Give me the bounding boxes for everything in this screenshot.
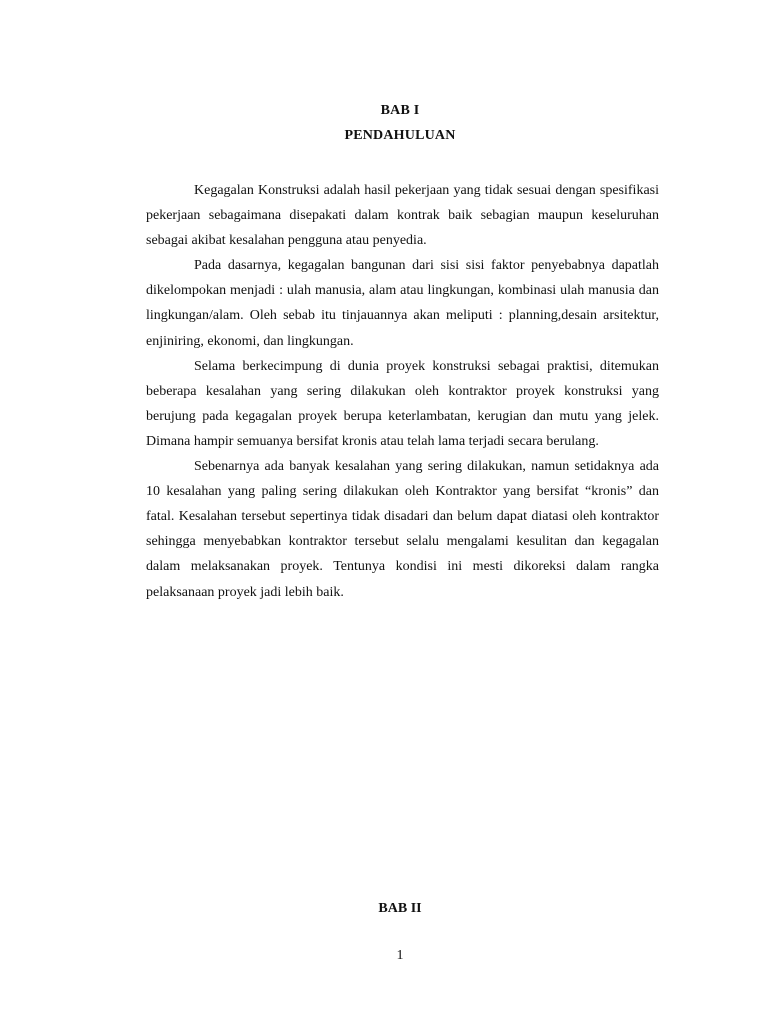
paragraph-4: Sebenarnya ada banyak kesalahan yang sering dilakukan, namun setidaknya ada 10 kesalahan yang paling sering dilakukan oleh Kontraktor yang bersifat “kronis” dan fatal. Kesalahan tersebut sepertinya tidak disadari dan belum dapat diatasi oleh kontraktor sehingga menyebabkan kontraktor tersebut selalu mengalami kesulitan dan kegagalan dalam melaksanakan proyek. Tentunya kondisi ini mesti dikoreksi dalam rangka pelaksanaan proyek jadi lebih baik. — [146, 459, 659, 600]
chapter-label: BAB I — [380, 103, 420, 118]
next-chapter-label: BAB II — [378, 901, 422, 916]
paragraph-1: Kegagalan Konstruksi adalah hasil pekerjaan yang tidak sesuai dengan spesifikasi pekerjaan sebagaimana disepakati dalam kontrak baik sebagian maupun keseluruhan sebagai akibat kesalahan pengguna atau penyedia. — [146, 183, 659, 249]
chapter-title: PENDAHULUAN — [344, 128, 456, 143]
paragraph-2: Pada dasarnya, kegagalan bangunan dari sisi sisi faktor penyebabnya dapatlah dikelompokan menjadi : ulah manusia, alam atau lingkungan, kombinasi ulah manusia dan lingkungan/alam. Oleh sebab itu tinjauannya akan meliputi : planning,desain arsitektur, enjiniring, ekonomi, dan lingkungan. — [146, 258, 659, 349]
paragraph-3: Selama berkecimpung di dunia proyek konstruksi sebagai praktisi, ditemukan beberapa kesalahan yang sering dilakukan oleh kontraktor proyek konstruksi yang berujung pada kegagalan proyek berupa keterlambatan, kerugian dan mutu yang jelek. Dimana hampir semuanya bersifat kronis atau telah lama terjadi secara berulang. — [146, 358, 659, 449]
page-number: 1 — [396, 948, 404, 963]
body-text — [146, 178, 659, 605]
